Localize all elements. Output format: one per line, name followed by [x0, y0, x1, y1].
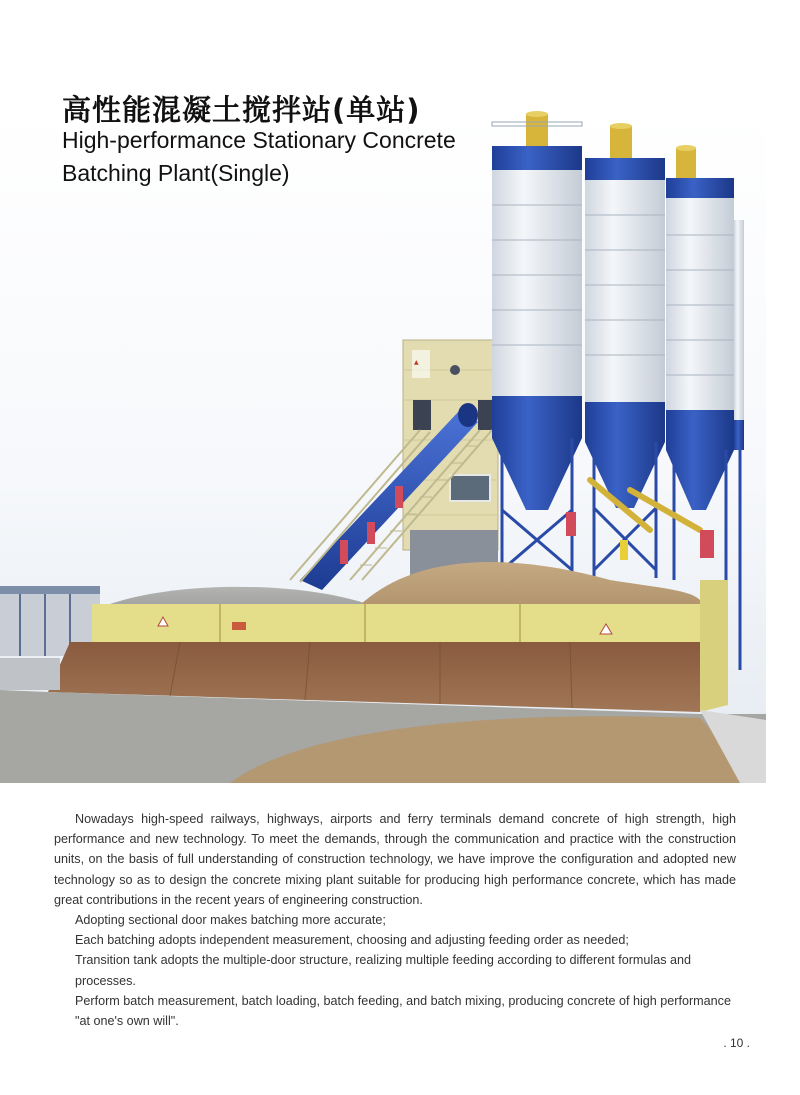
feature-point: Adopting sectional door makes batching more accurate;	[75, 913, 386, 928]
title-english-line-2: Batching Plant(Single)	[62, 160, 290, 186]
plant-photo	[0, 110, 766, 783]
intro-paragraph: Nowadays high-speed railways, highways, airports and ferry terminals demand concrete of high strength, high performance and new technology. To meet the demands, through the communication and practice with the construction units, on the basis of full understanding of construction technology, we have improve the configuration and adopted new technology so as to design the concrete mixing plant suitable for producing high performance concrete, which has made great contributions in the recent years of engineering construction.	[54, 812, 736, 907]
plant-illustration	[0, 110, 766, 783]
company-logo: ▲	[414, 359, 419, 366]
page-number: . 10 .	[723, 1036, 750, 1050]
title-chinese: 高性能混凝土搅拌站(单站)	[62, 93, 421, 127]
description	[54, 809, 736, 1031]
title-english	[62, 124, 492, 190]
feature-point: Perform batch measurement, batch loading, batch feeding, and batch mixing, producing concrete of high performance "at one's own will".	[75, 993, 731, 1029]
title-english-line-1: High-performance Stationary Concrete	[62, 127, 456, 153]
feature-point: Each batching adopts independent measurement, choosing and adjusting feeding order as needed;	[75, 933, 629, 948]
feature-point: Transition tank adopts the multiple-door structure, realizing multiple feeding according to different formulas and processes.	[75, 953, 692, 988]
